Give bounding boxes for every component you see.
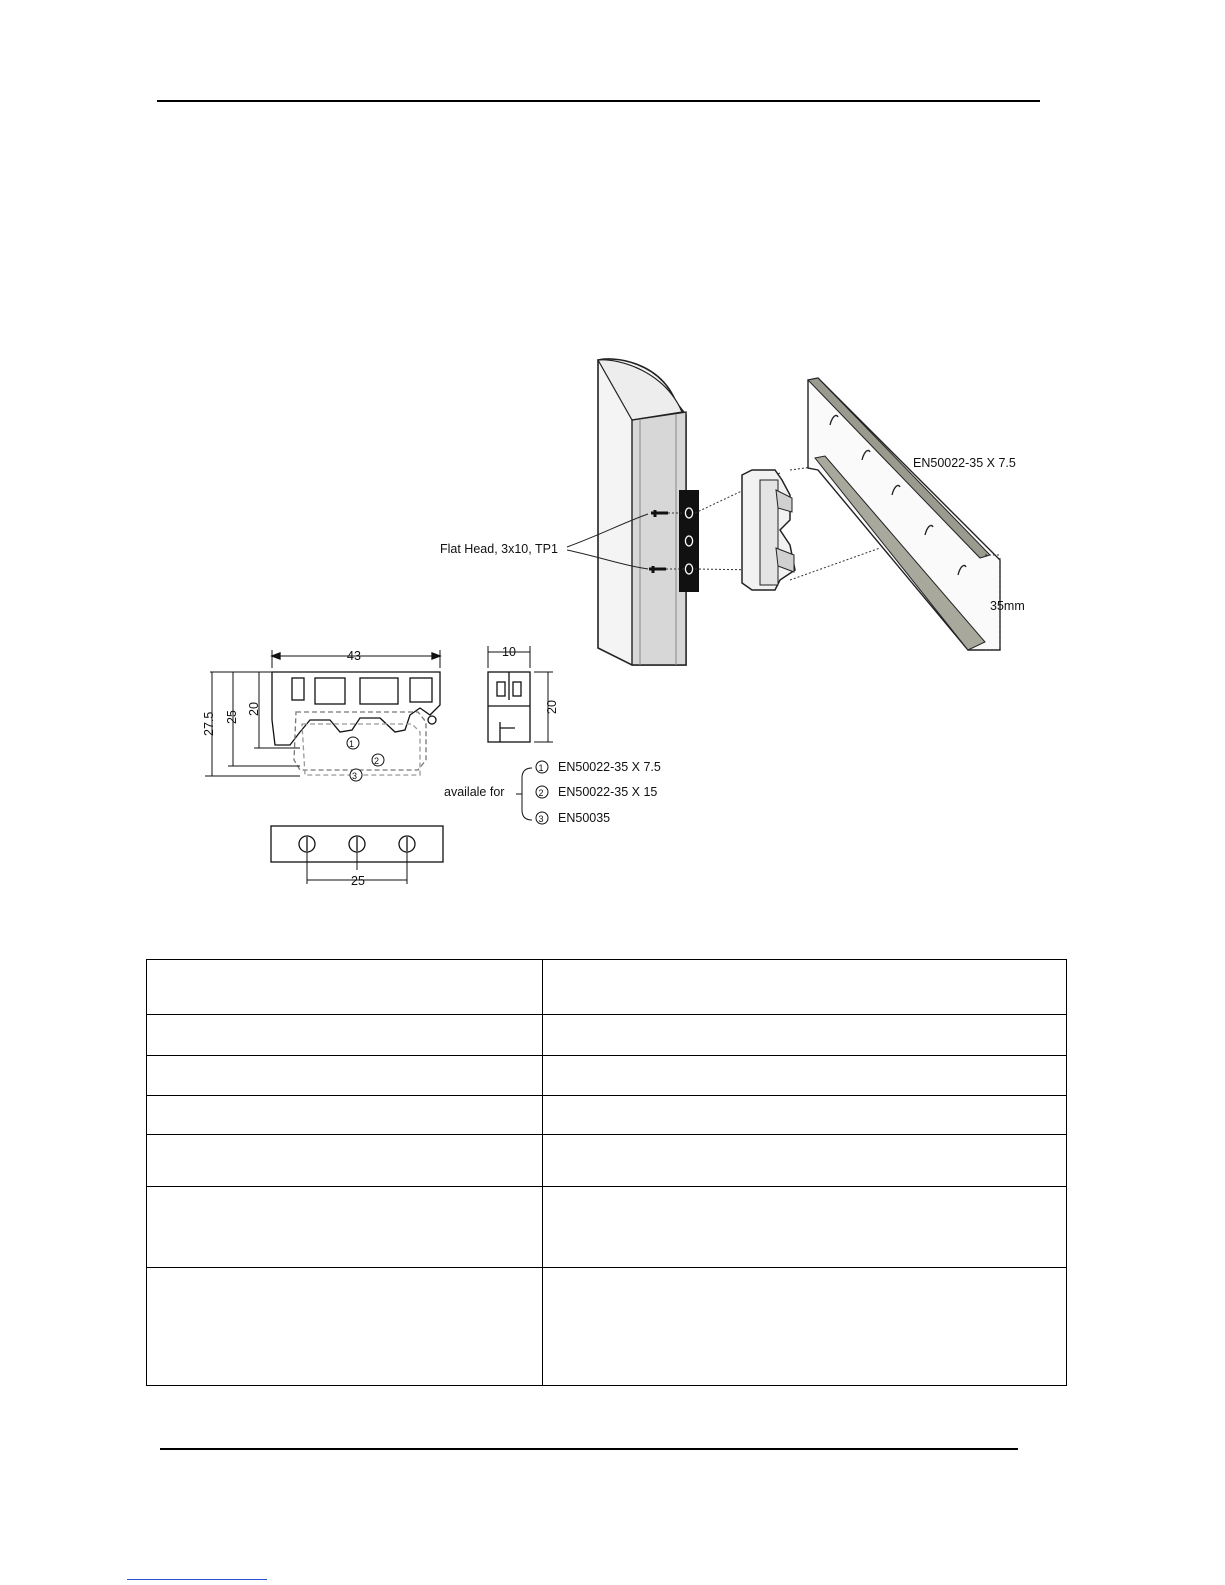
legend-option-2: EN50022-35 X 15 [558,785,658,799]
marker-2: 2 [374,756,380,766]
table-row [147,1096,1067,1135]
table-cell [147,1268,543,1386]
dim-height-inner: 20 [247,702,261,716]
table-cell [543,1135,1067,1187]
table-row [147,1135,1067,1187]
screw-label: Flat Head, 3x10, TP1 [440,542,558,556]
rail-label: EN50022-35 X 7.5 [913,456,1016,470]
legend-option-1: EN50022-35 X 7.5 [558,760,661,774]
dim-side-width: 10 [502,645,516,659]
legend-marker-2: 2 [538,788,544,798]
device-enclosure [598,359,699,665]
legend-option-3: EN50035 [558,811,611,825]
legend-marker-3: 3 [538,814,544,824]
table-row [147,1056,1067,1096]
dim-side-height: 20 [545,700,559,714]
legend-bracket [516,768,532,820]
footer-link-underline [127,1579,267,1580]
table-cell [147,1096,543,1135]
table-cell [543,1268,1067,1386]
footer-rule [160,1448,1018,1450]
table-cell [147,1015,543,1056]
din-rail [808,378,1000,650]
table-cell [543,960,1067,1015]
table-cell [147,1135,543,1187]
table-row [147,1187,1067,1268]
table-cell [147,1056,543,1096]
clip-side-drawing [488,646,553,742]
clip-front-drawing [205,650,440,776]
table-row [147,1268,1067,1386]
dim-hole-spacing: 25 [351,874,365,888]
marker-1: 1 [349,739,355,749]
available-label: availale for [444,785,505,799]
dim-height-mid: 25 [225,710,239,724]
dim-height-outer: 27.5 [202,711,216,736]
table-cell [543,1056,1067,1096]
table-row [147,960,1067,1015]
marker-3: 3 [352,771,358,781]
table-cell [147,960,543,1015]
table-cell [543,1015,1067,1056]
legend-marker-1: 1 [538,763,544,773]
table-cell [543,1096,1067,1135]
table-cell [147,1187,543,1268]
dim-width: 43 [347,649,361,663]
spec-table [146,959,1067,1386]
table-row [147,1015,1067,1056]
rail-height-label: 35mm [990,599,1025,613]
table-cell [543,1187,1067,1268]
din-clip [742,470,795,590]
